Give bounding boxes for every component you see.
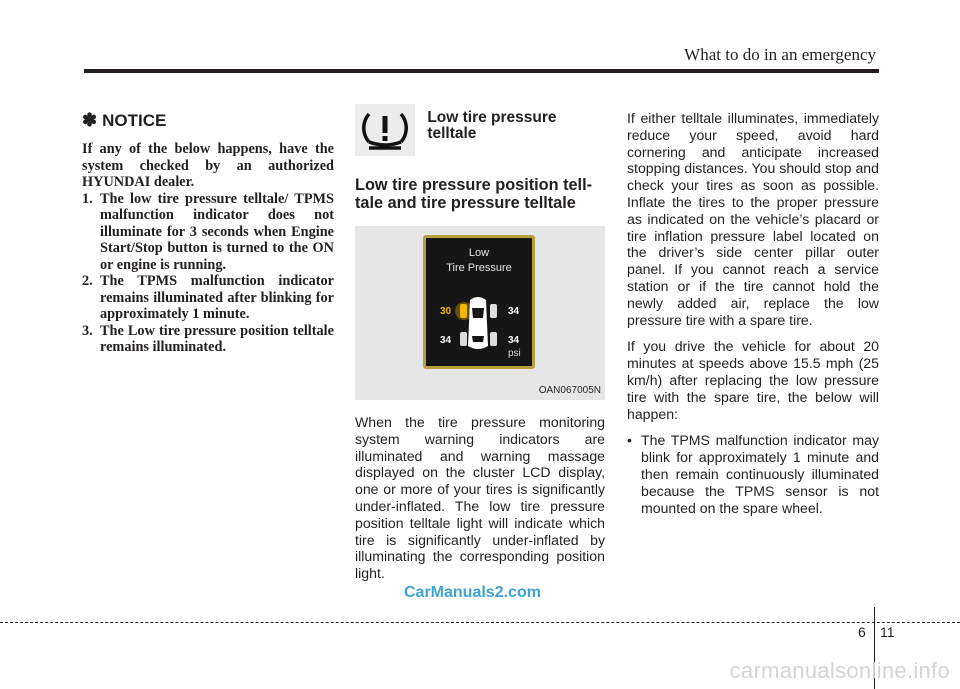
- bullet-text: The TPMS malfunction indicator may blink for approximately 1 minute and then remain continuously illuminated because the TPMS sensor is not mounted on the spare wheel.: [641, 432, 879, 516]
- notice-item-text: The Low tire pressure position telltale remains illuminated.: [100, 322, 334, 355]
- bullet-list: [627, 432, 879, 516]
- tire-rear-right-value: 34: [508, 335, 520, 346]
- notice-title: NOTICE: [102, 110, 167, 130]
- cluster-line-tire-pressure: Tire Pressure: [446, 262, 512, 274]
- tire-pressure-figure: [355, 226, 605, 400]
- carmanuals-watermark: CarManuals2.com: [404, 584, 541, 601]
- figure-code: OAN067005N: [538, 385, 601, 396]
- bullet-item: [627, 432, 879, 516]
- section-heading: Low tire pressure position tell-tale and tire pressure telltale: [355, 176, 593, 212]
- col3-paragraph-2: If you drive the vehicle for about 20 minutes at speeds above 15.5 mph (25 km/h) after replacing the low pressure tire with the spare tire, the below will happen:: [627, 338, 879, 422]
- psi-unit-label: psi: [508, 348, 521, 359]
- page-section-number: 6: [858, 624, 866, 640]
- tire-front-right-value: 34: [508, 306, 520, 317]
- notice-item-number: 3.: [82, 322, 93, 339]
- notice-item-number: 2.: [82, 273, 93, 289]
- header-rule: [84, 69, 879, 73]
- notice-item-text: The low tire pressure telltale/ TPMS malfunction indicator does not illuminate for 3 seconds when Engine Start/Stop button is turned to the ON or engine is running.: [100, 190, 334, 273]
- site-watermark: carmanualsonline.info: [729, 658, 950, 683]
- notice-column: [82, 110, 334, 356]
- notice-item-text: The TPMS malfunction indicator remains illuminated after blinking for approximately 1 minute.: [100, 273, 334, 322]
- header-title: What to do in an emergency: [684, 45, 876, 64]
- col3-paragraph-1: If either telltale illuminates, immediately reduce your speed, avoid hard cornering and anticipate increased stopping distances. You should stop and check your tires as soon as possible. Inflate the tires to the proper pressure as indicated on the vehicle’s placard or tire inflation pressure label located on the driver’s side center pillar outer panel. If you cannot reach a service station or if the tire cannot hold the newly added air, replace the low pressure tire with a spare tire.: [627, 110, 879, 328]
- tpms-warning-icon: [355, 104, 415, 156]
- notice-body: [82, 141, 334, 356]
- notice-item: [82, 323, 334, 356]
- notice-item-number: 1.: [82, 190, 93, 207]
- telltale-title: Low tire pressure telltale: [427, 109, 557, 142]
- footer-dashed-rule: [0, 622, 960, 623]
- notice-heading: [82, 110, 334, 131]
- car-top-view-icon: [426, 238, 532, 366]
- cluster-line-low: Low: [468, 247, 490, 259]
- notice-item: [82, 191, 334, 274]
- notice-star-icon: ✽: [82, 110, 98, 130]
- notice-intro: If any of the below happens, have the system checked by an authorized HYUNDAI dealer.: [82, 141, 334, 190]
- tpms-warning-icon-svg: [359, 108, 411, 152]
- telltale-row: [355, 110, 605, 156]
- bullet-dot: •: [627, 432, 632, 449]
- notice-list: [82, 191, 334, 356]
- tire-front-left-value: 30: [440, 306, 452, 317]
- tire-rear-left-value: 34: [440, 335, 452, 346]
- page-number: 11: [880, 624, 895, 640]
- telltale-column: [355, 110, 605, 592]
- instructions-column: [627, 110, 879, 516]
- cluster-display: [423, 235, 535, 369]
- notice-item: [82, 273, 334, 323]
- col2-paragraph: When the tire pressure monitoring system warning indicators are illuminated and warning massage displayed on the cluster LCD display, one or more of your tires is significantly under-inflated. The low tire pressure position telltale light will indicate which tire is significantly under-inflated by illuminating the corresponding position light.: [355, 414, 605, 582]
